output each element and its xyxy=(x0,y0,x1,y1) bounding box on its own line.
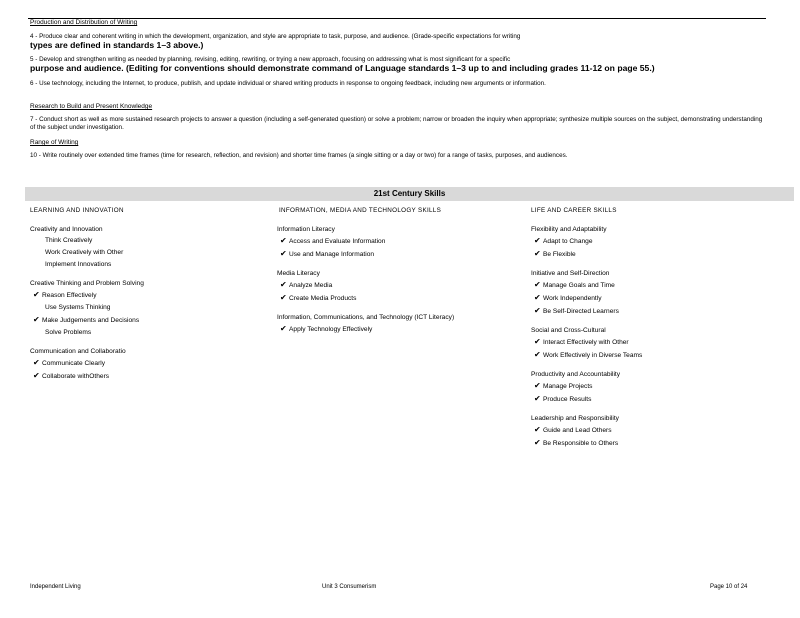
checkmark-icon: ✔ xyxy=(33,358,40,367)
skill-item-label: Be Responsible to Others xyxy=(543,440,619,447)
column-heading-information: INFORMATION, MEDIA AND TECHNOLOGY SKILLS xyxy=(279,207,442,214)
checkmark-icon: ✔ xyxy=(280,249,287,258)
skill-item-label: Analyze Media xyxy=(289,282,333,289)
checkmark-icon: ✔ xyxy=(280,324,287,333)
skill-item xyxy=(531,349,761,362)
checkmark-icon: ✔ xyxy=(534,280,541,289)
skill-item-label: Create Media Products xyxy=(289,295,357,302)
skill-group-title: Information Literacy xyxy=(277,226,335,233)
skill-item-label: Work Effectively in Diverse Teams xyxy=(543,352,643,359)
skill-group xyxy=(277,312,507,336)
skill-group xyxy=(531,224,761,261)
skill-item xyxy=(531,393,761,406)
checkmark-icon: ✔ xyxy=(534,438,541,447)
section-heading-production: Production and Distribution of Writing xyxy=(30,19,138,26)
skill-item xyxy=(30,235,260,247)
standard-5-continuation: purpose and audience. (Editing for conventions should demonstrate command of Language standards 1–3 up to and including grades 11-12 on page 55.) xyxy=(30,63,655,74)
skill-item-label: Manage Projects xyxy=(543,383,593,390)
checkmark-icon: ✔ xyxy=(280,293,287,302)
checkmark-icon: ✔ xyxy=(33,371,40,380)
skills-title: 21st Century Skills xyxy=(373,189,446,198)
standard-4-text: 4 - Produce clear and coherent writing in which the development, organization, and style are appropriate to task, purpose, and audience. (Grade-specific expectations for writing xyxy=(30,33,521,40)
skill-item-label: Interact Effectively with Other xyxy=(543,339,629,346)
standard-6: 6 - Use technology, including the Internet, to produce, publish, and update individual or shared writing products in response to ongoing feedback, including new arguments or information. xyxy=(30,80,546,87)
checkmark-icon: ✔ xyxy=(280,236,287,245)
standard-4 xyxy=(30,33,765,51)
skill-item xyxy=(531,248,761,261)
skill-item-label: Apply Technology Effectively xyxy=(289,326,373,333)
skill-item-label: Collaborate withOthers xyxy=(42,373,110,380)
checkmark-icon: ✔ xyxy=(534,381,541,390)
skill-item xyxy=(277,323,507,336)
checkmark-icon: ✔ xyxy=(534,425,541,434)
skill-item xyxy=(531,336,761,349)
skill-group-title: Media Literacy xyxy=(277,270,320,277)
standard-10: 10 - Write routinely over extended time frames (time for research, reflection, and revision) and shorter time frames (a single sitting or a day or two) for a range of tasks, purposes, and audiences. xyxy=(30,152,568,159)
standard-4-continuation: types are defined in standards 1–3 above.) xyxy=(30,40,204,51)
skill-group xyxy=(531,325,761,362)
skills-band xyxy=(25,187,794,201)
skill-item-label: Work Independently xyxy=(543,295,602,302)
skill-group-title: Flexibility and Adaptability xyxy=(531,226,607,233)
skill-item-label: Implement Innovations xyxy=(45,261,112,268)
skills-column-information xyxy=(277,224,507,343)
skill-item xyxy=(277,279,507,292)
skill-group-title: Productivity and Accountability xyxy=(531,371,621,378)
skill-item xyxy=(30,302,260,314)
checkmark-icon: ✔ xyxy=(534,249,541,258)
skill-item xyxy=(531,380,761,393)
skill-group-title: Information, Communications, and Technology (ICT Literacy) xyxy=(277,314,455,321)
skill-group-title: Leadership and Responsibility xyxy=(531,415,619,422)
section-heading-research: Research to Build and Present Knowledge xyxy=(30,103,153,110)
checkmark-icon: ✔ xyxy=(33,315,40,324)
skill-item xyxy=(30,289,260,302)
skill-item-label: Be Self-Directed Learners xyxy=(543,308,619,315)
checkmark-icon: ✔ xyxy=(534,236,541,245)
skill-item xyxy=(30,259,260,271)
skill-group xyxy=(531,369,761,406)
skill-item xyxy=(531,235,761,248)
standard-5-text: 5 - Develop and strengthen writing as needed by planning, revising, editing, rewriting, or trying a new approach, focusing on addressing what is most significant for a specific xyxy=(30,56,511,63)
footer-unit: Unit 3 Consumerism xyxy=(322,584,377,590)
skill-group-title: Communication and Collaboratio xyxy=(30,348,126,355)
checkmark-icon: ✔ xyxy=(534,350,541,359)
skill-item-label: Produce Results xyxy=(543,396,592,403)
skill-group xyxy=(277,268,507,305)
skill-group xyxy=(30,224,260,271)
skill-item xyxy=(531,424,761,437)
standard-7: 7 - Conduct short as well as more sustained research projects to answer a question (including a self-generated question) or solve a problem; narrow or broaden the inquiry when appropriate; synthesize multiple sources on the subject, demonstrating understanding of the subject under investigation. xyxy=(30,116,763,132)
skill-item xyxy=(531,437,761,450)
checkmark-icon: ✔ xyxy=(534,337,541,346)
skill-group-title: Social and Cross-Cultural xyxy=(531,327,606,334)
skill-group-title: Creative Thinking and Problem Solving xyxy=(30,280,144,287)
skill-item xyxy=(30,247,260,259)
skill-item xyxy=(277,292,507,305)
skill-item xyxy=(30,357,260,370)
skill-group xyxy=(30,278,260,339)
skill-item-label: Be Flexible xyxy=(543,251,576,258)
skill-item-label: Adapt to Change xyxy=(543,238,593,245)
skill-item-label: Solve Problems xyxy=(45,329,92,336)
skill-group xyxy=(531,268,761,318)
section-heading-range: Range of Writing xyxy=(30,139,79,146)
footer-course: Independent Living xyxy=(30,584,81,590)
checkmark-icon: ✔ xyxy=(280,280,287,289)
skills-column-learning xyxy=(30,224,260,390)
column-heading-learning: LEARNING AND INNOVATION xyxy=(30,207,124,214)
skill-item-label: Reason Effectively xyxy=(42,292,97,299)
skill-item-label: Think Creatively xyxy=(45,237,93,244)
skill-item-label: Use Systems Thinking xyxy=(45,304,111,311)
skill-group-title: Creativity and Innovation xyxy=(30,226,103,233)
footer-page: Page 10 of 24 xyxy=(710,584,748,590)
skill-group-title: Initiative and Self-Direction xyxy=(531,270,610,277)
skill-item xyxy=(30,370,260,383)
skill-item-label: Access and Evaluate Information xyxy=(289,238,386,245)
skill-item-label: Make Judgements and Decisions xyxy=(42,317,140,324)
checkmark-icon: ✔ xyxy=(534,293,541,302)
skill-group xyxy=(277,224,507,261)
skill-item xyxy=(531,292,761,305)
skill-item-label: Use and Manage Information xyxy=(289,251,375,258)
skill-item xyxy=(30,327,260,339)
skill-item xyxy=(30,314,260,327)
skill-group xyxy=(531,413,761,450)
checkmark-icon: ✔ xyxy=(33,290,40,299)
skill-item-label: Guide and Lead Others xyxy=(543,427,612,434)
checkmark-icon: ✔ xyxy=(534,306,541,315)
top-rule xyxy=(28,18,766,19)
column-heading-life-career: LIFE AND CAREER SKILLS xyxy=(531,207,617,214)
skill-item xyxy=(277,248,507,261)
skill-item-label: Communicate Clearly xyxy=(42,360,106,367)
skill-group xyxy=(30,346,260,383)
skill-item xyxy=(277,235,507,248)
skill-item-label: Work Creatively with Other xyxy=(45,249,124,256)
skill-item-label: Manage Goals and Time xyxy=(543,282,615,289)
skill-item xyxy=(531,279,761,292)
standard-5 xyxy=(30,56,765,74)
checkmark-icon: ✔ xyxy=(534,394,541,403)
skill-item xyxy=(531,305,761,318)
skills-column-life-career xyxy=(531,224,761,457)
